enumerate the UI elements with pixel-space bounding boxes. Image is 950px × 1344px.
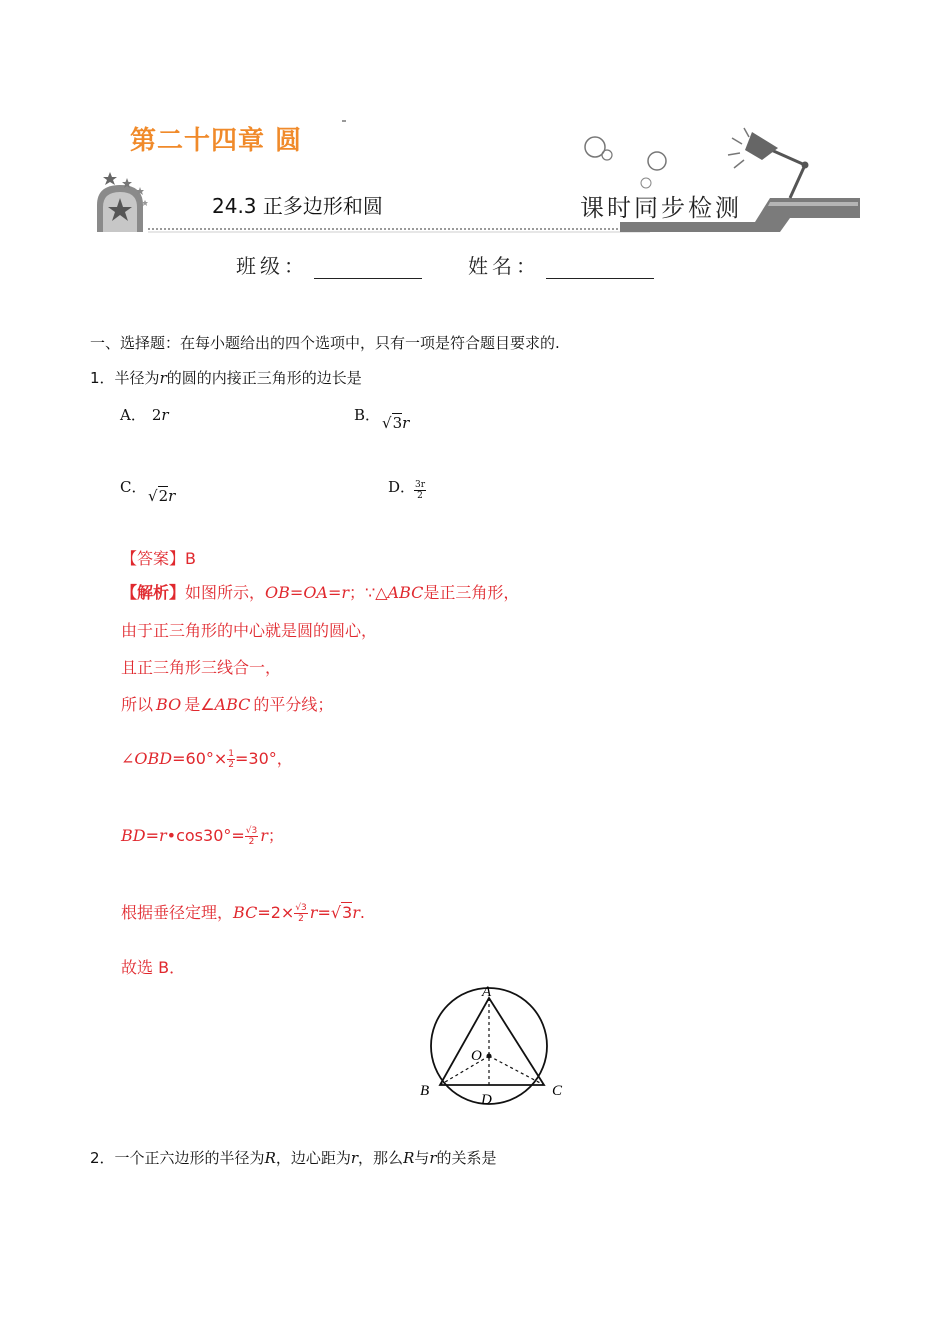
q1-option-d-label: D． (388, 478, 416, 496)
q2-text: 一个正六边形的半径为 (114, 1149, 265, 1167)
q1-stem-text: 半径为 (114, 369, 160, 387)
class-field (236, 250, 422, 279)
analysis-text: 如图所示， (185, 583, 266, 602)
analysis-line-6 (121, 823, 284, 847)
q1-option-a (120, 404, 169, 425)
q2-var: r (429, 1149, 437, 1167)
name-label: 姓名： (468, 254, 540, 278)
option-b-var: r (402, 414, 410, 432)
analysis-math: r (260, 826, 268, 845)
analysis-text: ； (267, 826, 284, 845)
analysis-text: =2× (257, 903, 295, 922)
analysis-text: . (359, 903, 365, 922)
analysis-math: OB=OA=r (265, 583, 350, 602)
analysis-line-8: 故选 B． (121, 958, 186, 977)
option-a-label: A． (120, 406, 146, 424)
chapter-title: 第二十四章 圆 (130, 126, 303, 156)
label-c: C (552, 1083, 563, 1099)
analysis-math: r (352, 903, 360, 922)
analysis-math: ∠OBD (121, 749, 173, 768)
q2-text: ，那么 (358, 1149, 404, 1167)
analysis-text: 的平分线； (253, 695, 334, 714)
badge-star-icon (97, 172, 148, 232)
fraction-denominator: 2 (298, 914, 304, 924)
option-a-var: r (161, 406, 169, 424)
answer-tag: 【答案】 (121, 549, 186, 568)
q1-option-c-label: C． (120, 478, 147, 496)
analysis-line-4 (121, 692, 333, 715)
analysis-math: r (309, 903, 318, 922)
fraction-numerator: √3 (245, 826, 258, 836)
name-blank (546, 260, 654, 279)
analysis-text: =60°× (172, 749, 228, 768)
analysis-tag: 【解析】 (121, 583, 186, 602)
class-label: 班级： (236, 254, 308, 278)
label-o: O (471, 1048, 482, 1064)
sync-test-label: 课时同步检测 (580, 194, 742, 222)
analysis-text: = (317, 903, 331, 922)
analysis-line-3: 且正三角形三线合一， (121, 658, 282, 677)
analysis-math: BO (156, 695, 182, 714)
class-blank (314, 260, 422, 279)
bubbles-icon (585, 137, 666, 188)
q1-number: 1． (90, 369, 115, 387)
analysis-line-7: 根据垂径定理，BC=2× $\frac{√3}{2}$ r=√3r. (121, 903, 365, 924)
q2-text: 的关系是 (436, 1149, 497, 1167)
q1-answer (121, 546, 196, 569)
q1-option-b-label: B． (354, 406, 381, 424)
analysis-text: 所以 (121, 695, 154, 714)
section-title: 24.3 正多边形和圆 (212, 194, 383, 218)
q1-option-d (414, 480, 426, 501)
name-field (468, 250, 654, 279)
option-a-coef: 2 (151, 406, 162, 424)
label-a: A (482, 984, 492, 1000)
analysis-line-5 (121, 746, 293, 770)
analysis-math: ABC (214, 695, 251, 714)
analysis-text: =30°， (235, 749, 293, 768)
analysis-math: ABC (387, 583, 424, 602)
q1-option-b: √3r (382, 414, 410, 432)
analysis-line-2: 由于正三角形的中心就是圆的圆心， (121, 621, 378, 640)
analysis-text: 是正三角形， (423, 583, 520, 602)
analysis-line-1 (121, 580, 519, 603)
center-point (487, 1054, 492, 1059)
fraction-denominator: 2 (248, 837, 255, 847)
label-d: D (481, 1092, 492, 1108)
option-d-numerator: 3r (415, 480, 426, 490)
option-d-denominator: 2 (417, 491, 423, 501)
q1-stem-var: r (159, 369, 167, 387)
fraction-numerator: 1 (228, 749, 235, 759)
option-c-var: r (168, 487, 176, 505)
section-one-heading: 一、选择题：在每小题给出的四个选项中，只有一项是符合题目要求的. (90, 334, 560, 352)
q1-stem (90, 368, 362, 388)
analysis-text: ；∵△ (349, 583, 388, 602)
label-b: B (420, 1083, 430, 1099)
circle-triangle-figure (410, 978, 580, 1108)
q2-number: 2． (90, 1149, 115, 1167)
q2-text: 与 (414, 1149, 430, 1167)
radicand: 3 (342, 903, 353, 922)
q2-text: ，边心距为 (275, 1149, 351, 1167)
option-b-radicand: 3 (392, 414, 403, 432)
fraction-numerator: √3 (295, 903, 307, 913)
q1-option-c: √2r (148, 487, 176, 505)
answer-value: B (185, 549, 196, 568)
analysis-math: r (159, 826, 167, 845)
option-c-radicand: 2 (158, 487, 169, 505)
fraction-denominator: 2 (228, 760, 235, 770)
analysis-text: = (145, 826, 159, 845)
q2-var: r (350, 1149, 359, 1167)
analysis-text: 根据垂径定理， (121, 903, 234, 922)
analysis-math: BD (121, 826, 146, 845)
equilateral-triangle (440, 998, 544, 1085)
analysis-math: BC (233, 903, 258, 922)
header-decoration (0, 0, 950, 240)
q2-var: R (403, 1149, 415, 1167)
analysis-text: •cos30°= (166, 826, 245, 845)
q2-stem (90, 1148, 497, 1168)
q2-var: R (264, 1149, 276, 1167)
analysis-text: 是∠ (184, 695, 215, 714)
q1-stem-text-2: 的圆的内接正三角形的边长是 (166, 369, 362, 387)
